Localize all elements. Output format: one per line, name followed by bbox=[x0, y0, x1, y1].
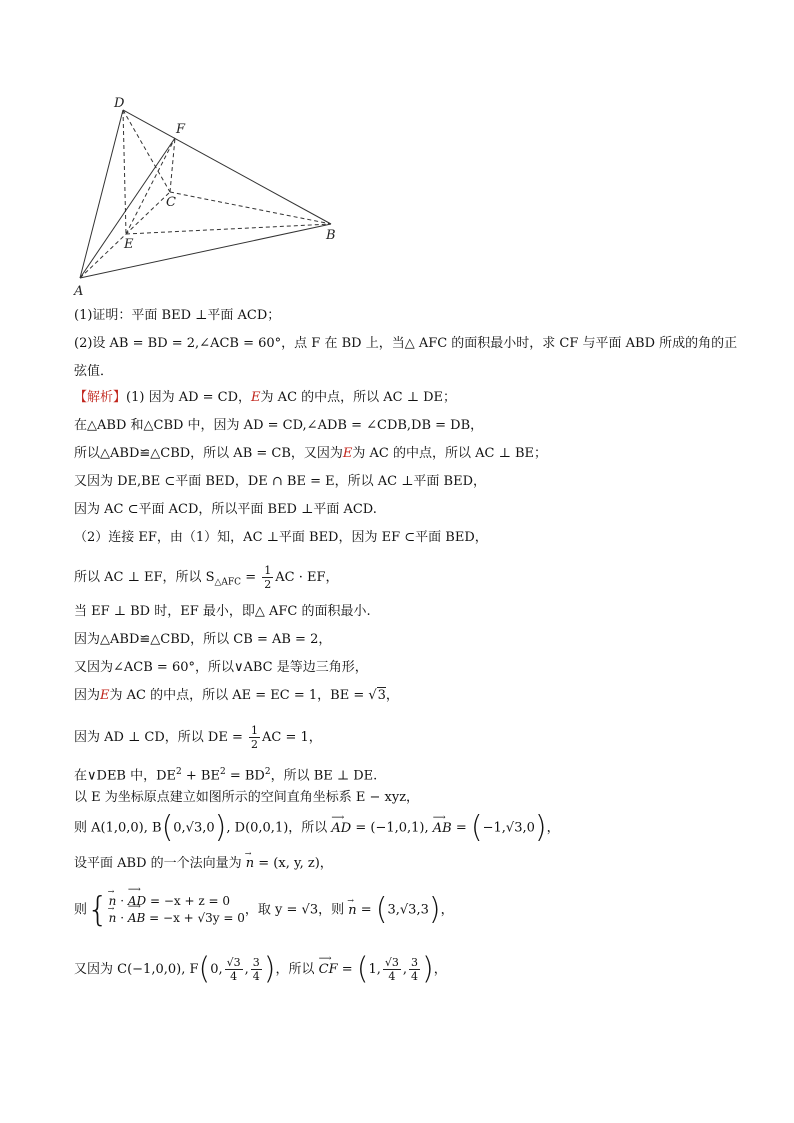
fraction-half-2: $\frac{1}{2}$ bbox=[251, 724, 259, 751]
equation-system: → n · ⟶ AD = −x + z = 0 → n · ⟶ AB = −x + √3y = 0 bbox=[109, 893, 245, 927]
edge-DE bbox=[123, 110, 126, 234]
problem-part-1: (1)证明：平面 BED ⊥平面 ACD； bbox=[74, 308, 281, 323]
edge-DB bbox=[123, 110, 331, 224]
label-D: D bbox=[114, 96, 125, 111]
edge-DA bbox=[80, 110, 123, 278]
solution-line-3: 所以△ABD≌△CBD，所以 AB = CB，又因为E为 AC 的中点，所以 AC ⊥ BE； bbox=[74, 446, 548, 461]
solution-line-15: 则 A(1,0,0), B(0,√3,0), D(0,0,1)，所以 ⟶ AD = (−1,0,1), ⟶ AB = (−1,√3,0)， bbox=[74, 818, 560, 839]
edge-EB bbox=[126, 224, 331, 234]
solution-line-12: 因为 AD ⊥ CD，所以 DE = $\frac{1}{2}$ AC = 1， bbox=[74, 724, 322, 751]
vector-n: → n bbox=[246, 854, 254, 874]
solution-line-10: 又因为∠ACB = 60°，所以∨ABC 是等边三角形， bbox=[74, 660, 368, 675]
solution-line-18: 又因为 C(−1,0,0), F(0, $\frac{√3}{4}$ , $\frac{3}{4}$ )，所以 ⟶ CF = (1, $\frac{√3}{4}$ , $\frac{3}{4}$ )， bbox=[74, 950, 447, 990]
solution-tag: 【解析】 bbox=[74, 390, 127, 405]
solution-line-17: 则{ → n · ⟶ AD = −x + z = 0 → n · ⟶ AB = −x + √3y = 0 ，取 y = √3，则 → n = (3,√3,3)， bbox=[74, 890, 454, 931]
label-A: A bbox=[74, 284, 84, 299]
solution-line-9: 因为△ABD≌△CBD，所以 CB = AB = 2， bbox=[74, 632, 332, 647]
edge-AF bbox=[80, 138, 175, 278]
solution-line-7: 所以 AC ⊥ EF，所以 $S_{\triangle AFC}$ = $\frac{1}{2}$ AC · EF， bbox=[74, 564, 339, 591]
solution-line-11: 因为E为 AC 的中点，所以 AE = EC = 1，BE = √3， bbox=[74, 688, 399, 703]
label-B: B bbox=[326, 228, 336, 243]
edge-AB bbox=[80, 224, 331, 278]
fraction-half: $\frac{1}{2}$ bbox=[264, 564, 272, 591]
solution-line-14: 以 E 为坐标原点建立如图所示的空间直角坐标系 E − xyz， bbox=[74, 790, 420, 805]
vector-AB: ⟶ AB bbox=[433, 819, 452, 839]
label-F: F bbox=[176, 122, 186, 137]
label-C: C bbox=[166, 195, 176, 210]
problem-part-2: (2)设 AB = BD = 2,∠ACB = 60°，点 F 在 BD 上，当△ AFC 的面积最小时，求 CF 与平面 ABD 所成的角的正 bbox=[74, 336, 738, 351]
solution-line-4: 又因为 DE,BE ⊂平面 BED，DE ∩ BE = E，所以 AC ⊥平面 BED， bbox=[74, 474, 487, 489]
solution-line-2: 在△ABD 和△CBD 中，因为 AD = CD,∠ADB = ∠CDB,DB = DB， bbox=[74, 418, 484, 433]
edge-CB bbox=[170, 192, 331, 224]
vector-CF: ⟶ CF bbox=[319, 950, 338, 990]
solution-line-16: 设平面 ABD 的一个法向量为 → n = (x, y, z)， bbox=[74, 854, 333, 874]
vector-AD: ⟶ AD bbox=[331, 819, 351, 839]
problem-part-2-cont: 弦值． bbox=[74, 364, 114, 379]
solution-line-6: （2）连接 EF，由（1）知，AC ⊥平面 BED，因为 EF ⊂平面 BED， bbox=[74, 530, 488, 545]
label-E: E bbox=[124, 237, 134, 252]
solution-line-8: 当 EF ⊥ BD 时，EF 最小，即△ AFC 的面积最小. bbox=[74, 604, 371, 619]
solution-line-13: 在∨DEB 中，$DE^2 + BE^2 = BD^2$，所以 BE ⊥ DE. bbox=[74, 767, 378, 784]
tetrahedron-diagram bbox=[60, 88, 360, 303]
solution-line-1: 【解析】(1) 因为 AD = CD，E为 AC 的中点，所以 AC ⊥ DE； bbox=[74, 390, 457, 405]
solution-line-5: 因为 AC ⊂平面 ACD，所以平面 BED ⊥平面 ACD. bbox=[74, 502, 377, 517]
edge-EF bbox=[126, 138, 175, 234]
tetrahedron-figure bbox=[60, 88, 360, 303]
